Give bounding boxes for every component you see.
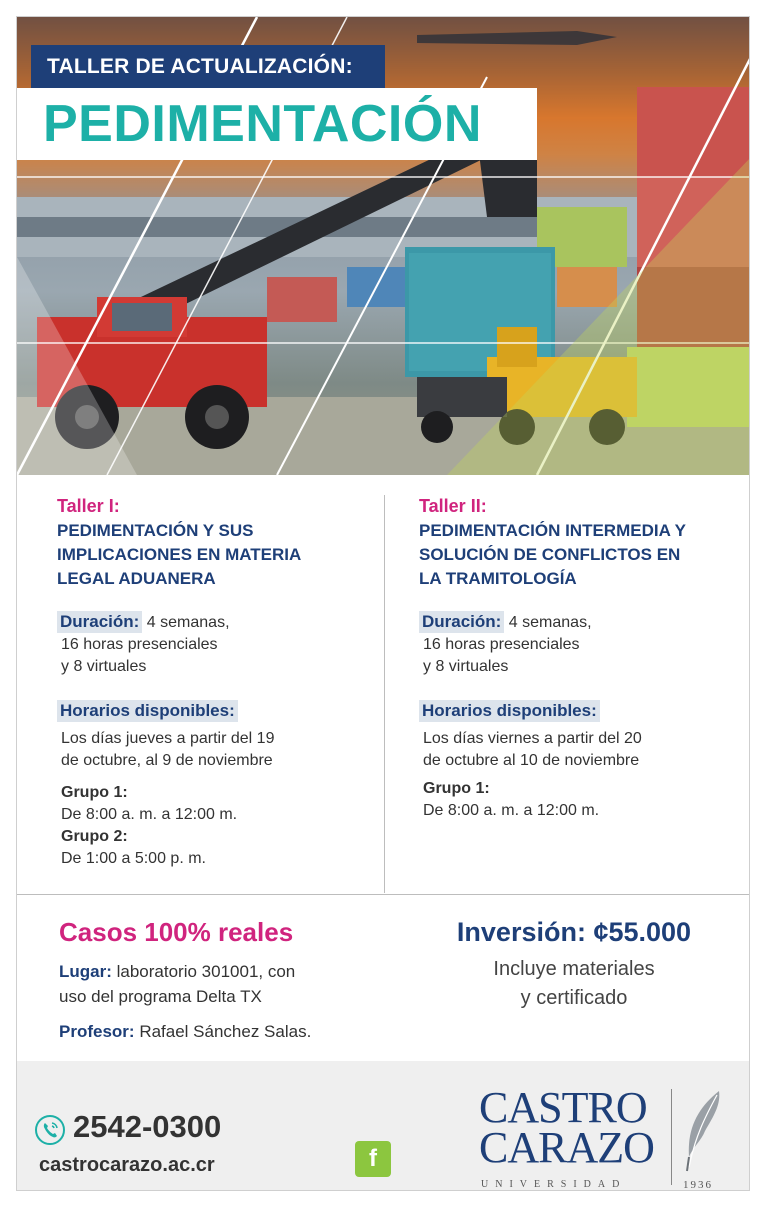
university-logo bbox=[479, 1081, 729, 1191]
schedule-label: Horarios disponibles: bbox=[419, 700, 600, 722]
taller-1-duration bbox=[57, 611, 387, 678]
facebook-icon[interactable]: f bbox=[355, 1141, 391, 1177]
taller-2-label: Taller II: bbox=[419, 496, 487, 516]
website-link[interactable]: castrocarazo.ac.cr bbox=[39, 1154, 215, 1176]
professor-label: Profesor: bbox=[59, 1022, 135, 1041]
taller-2-column bbox=[419, 495, 739, 822]
group-label: Grupo 2: bbox=[61, 828, 128, 845]
schedule-text: Los días viernes a partir del 20 bbox=[423, 730, 642, 747]
professor-name: Rafael Sánchez Salas. bbox=[139, 1022, 312, 1041]
taller-2-name-line: PEDIMENTACIÓN INTERMEDIA Y bbox=[419, 521, 686, 540]
price: Inversión: ¢55.000 bbox=[456, 917, 692, 947]
logo-year: 1936 bbox=[683, 1179, 713, 1191]
taller-1-column bbox=[57, 495, 387, 870]
taller-1-schedule bbox=[57, 700, 387, 870]
taller-2-name-line: SOLUCIÓN DE CONFLICTOS EN bbox=[419, 545, 681, 564]
feather-logo-icon bbox=[679, 1087, 727, 1177]
location-value: uso del programa Delta TX bbox=[59, 987, 262, 1006]
group-label: Grupo 1: bbox=[61, 784, 128, 801]
taller-1-label: Taller I: bbox=[57, 496, 120, 516]
logo-divider bbox=[671, 1089, 672, 1185]
taller-1-name bbox=[57, 519, 387, 591]
duration-value: 4 semanas, bbox=[146, 614, 230, 631]
taller-1-name-line: PEDIMENTACIÓN Y SUS bbox=[57, 521, 254, 540]
taller-1-name-line: IMPLICACIONES EN MATERIA bbox=[57, 545, 302, 564]
price-includes bbox=[397, 955, 750, 1013]
location-info bbox=[59, 959, 379, 1009]
phone-icon bbox=[35, 1115, 65, 1145]
duration-label: Duración: bbox=[57, 611, 142, 633]
group-time: De 8:00 a. m. a 12:00 m. bbox=[61, 806, 238, 823]
footer bbox=[17, 1061, 750, 1191]
column-divider bbox=[384, 495, 385, 893]
duration-value: y 8 virtuales bbox=[61, 658, 147, 675]
schedule-text: Los días jueves a partir del 19 bbox=[61, 730, 275, 747]
logo-text: CASTRO bbox=[479, 1083, 647, 1132]
workshop-title: PEDIMENTACIÓN bbox=[17, 88, 537, 160]
real-cases-headline: Casos 100% reales bbox=[59, 917, 294, 947]
duration-value: 4 semanas, bbox=[508, 614, 592, 631]
duration-value: y 8 virtuales bbox=[423, 658, 509, 675]
logo-text: CARAZO bbox=[479, 1123, 654, 1172]
phone-number[interactable]: 2542-0300 bbox=[73, 1109, 222, 1144]
duration-label: Duración: bbox=[419, 611, 504, 633]
price-includes-line: y certificado bbox=[520, 987, 628, 1009]
location-value: laboratorio 301001, con bbox=[116, 962, 296, 981]
location-label: Lugar: bbox=[59, 962, 112, 981]
duration-value: 16 horas presenciales bbox=[61, 636, 218, 653]
group-time: De 1:00 a 5:00 p. m. bbox=[61, 850, 206, 867]
flyer bbox=[16, 16, 750, 1191]
workshop-subtitle: TALLER DE ACTUALIZACIÓN: bbox=[31, 45, 385, 89]
hero-image bbox=[17, 17, 750, 475]
taller-2-schedule bbox=[419, 700, 739, 822]
schedule-text: de octubre, al 9 de noviembre bbox=[61, 752, 273, 769]
duration-value: 16 horas presenciales bbox=[423, 636, 580, 653]
schedule-label: Horarios disponibles: bbox=[57, 700, 238, 722]
taller-2-name bbox=[419, 519, 739, 591]
section-divider bbox=[17, 894, 750, 895]
group-label: Grupo 1: bbox=[423, 780, 490, 797]
professor-info bbox=[59, 1019, 311, 1044]
taller-2-name-line: LA TRAMITOLOGÍA bbox=[419, 569, 577, 588]
taller-1-name-line: LEGAL ADUANERA bbox=[57, 569, 216, 588]
schedule-text: de octubre al 10 de noviembre bbox=[423, 752, 640, 769]
taller-2-duration bbox=[419, 611, 739, 678]
logo-subtext: UNIVERSIDAD bbox=[481, 1179, 627, 1190]
price-includes-line: Incluye materiales bbox=[493, 958, 655, 980]
group-time: De 8:00 a. m. a 12:00 m. bbox=[423, 802, 600, 819]
